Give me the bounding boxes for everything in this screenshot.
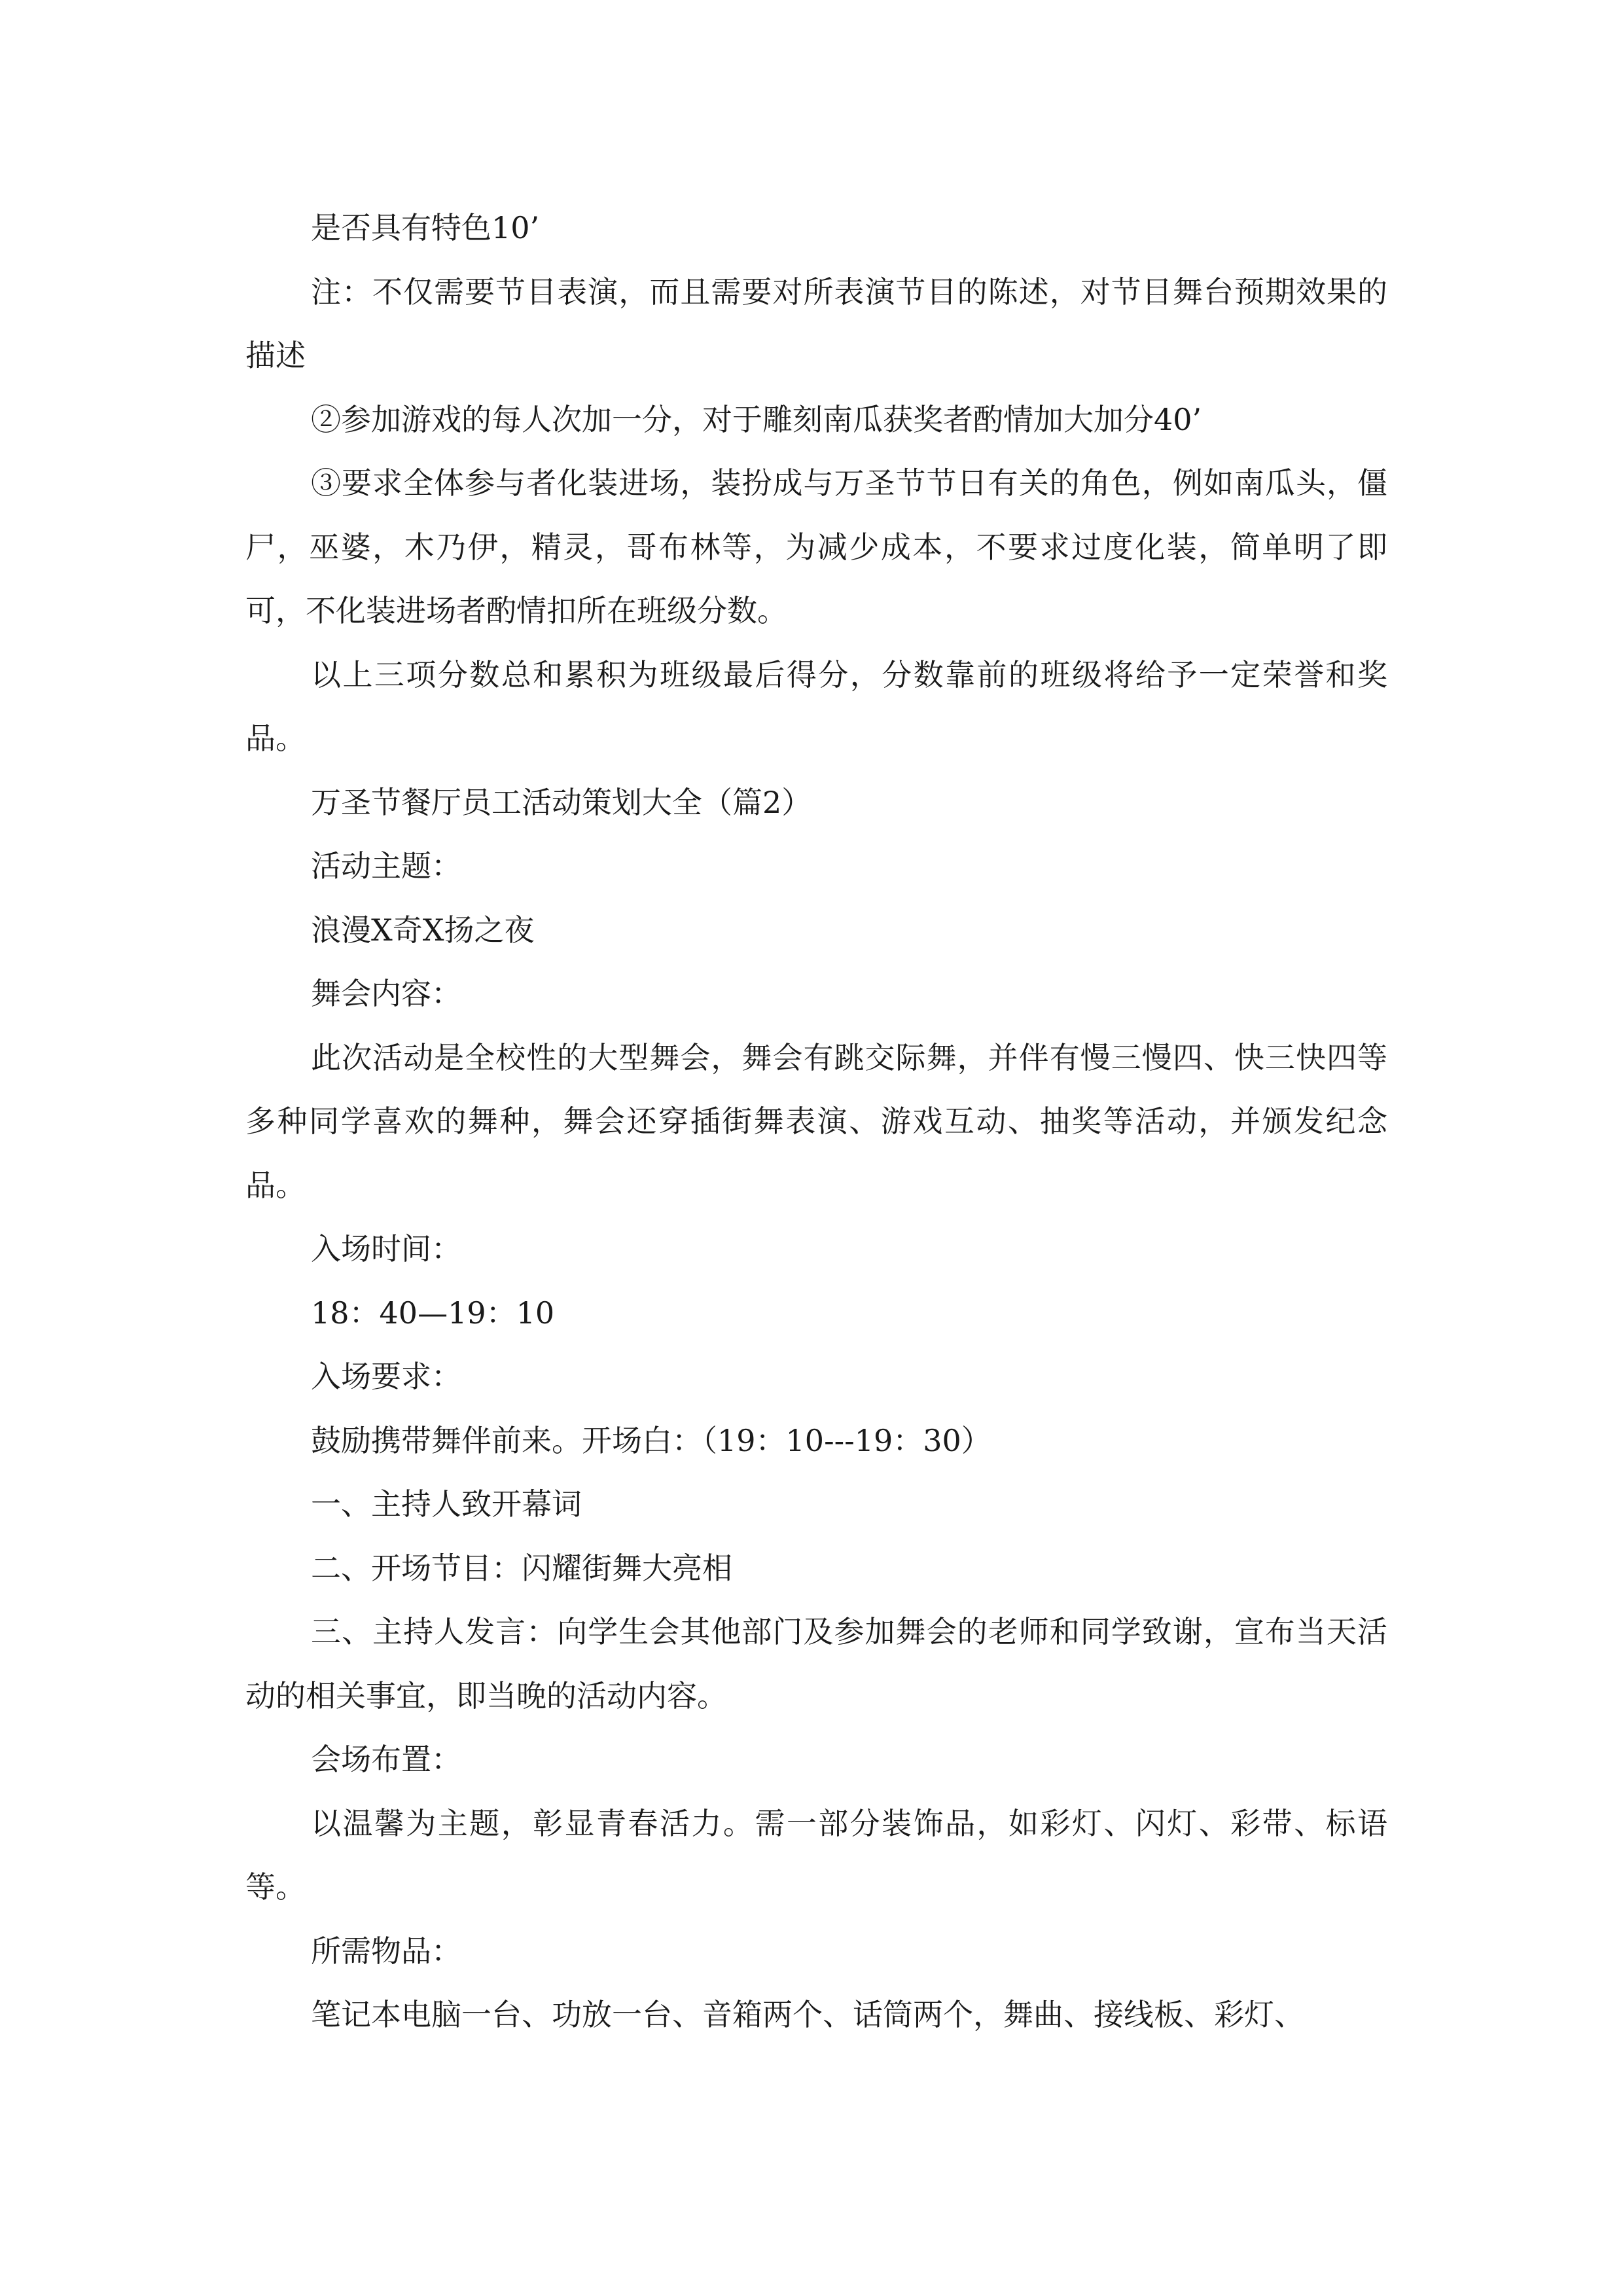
paragraph: 二、开场节目：闪耀街舞大亮相 (311, 1550, 732, 1586)
document-page (245, 196, 1387, 2047)
paragraph: 一、主持人致开幕词 (311, 1486, 582, 1522)
paragraph: 以温馨为主题，彰显青春活力。需一部分装饰品，如彩灯、闪灯、彩带、标语等。 (245, 1805, 1387, 1905)
paragraph: 入场要求： (311, 1359, 461, 1394)
paragraph: 注：不仅需要节目表演，而且需要对所表演节目的陈述，对节目舞台预期效果的描述 (245, 274, 1387, 373)
paragraph: 活动主题： (311, 848, 461, 884)
paragraph: 三、主持人发言：向学生会其他部门及参加舞会的老师和同学致谢，宣布当天活动的相关事宜，即当晚的活动内容。 (245, 1614, 1387, 1713)
paragraph: ②参加游戏的每人次加一分，对于雕刻南瓜获奖者酌情加大加分40’ (311, 401, 1202, 437)
paragraph: 以上三项分数总和累积为班级最后得分，分数靠前的班级将给予一定荣誉和奖品。 (245, 656, 1387, 756)
paragraph: 所需物品： (311, 1933, 461, 1969)
paragraph: 此次活动是全校性的大型舞会，舞会有跳交际舞，并伴有慢三慢四、快三快四等多种同学喜欢的舞种，舞会还穿插街舞表演、游戏互动、抽奖等活动，并颁发纪念品。 (245, 1039, 1387, 1203)
paragraph: 入场时间： (311, 1231, 461, 1266)
paragraph: 会场布置： (311, 1742, 461, 1777)
paragraph: 鼓励携带舞伴前来。开场白：（19：10---19：30） (311, 1422, 991, 1458)
paragraph: 笔记本电脑一台、功放一台、音箱两个、话筒两个，舞曲、接线板、彩灯、 (311, 1997, 1304, 2032)
section-title: 万圣节餐厅员工活动策划大全（篇2） (311, 784, 812, 820)
paragraph: 浪漫X奇X扬之夜 (311, 912, 535, 948)
paragraph: ③要求全体参与者化装进场，装扮成与万圣节节日有关的角色，例如南瓜头，僵尸，巫婆，木乃伊，精灵，哥布林等，为减少成本，不要求过度化装，简单明了即可，不化装进场者酌情扣所在班级分数。 (245, 465, 1387, 628)
paragraph: 是否具有特色10’ (311, 210, 540, 245)
paragraph: 舞会内容： (311, 976, 461, 1011)
paragraph: 18：40—19：10 (311, 1295, 555, 1331)
